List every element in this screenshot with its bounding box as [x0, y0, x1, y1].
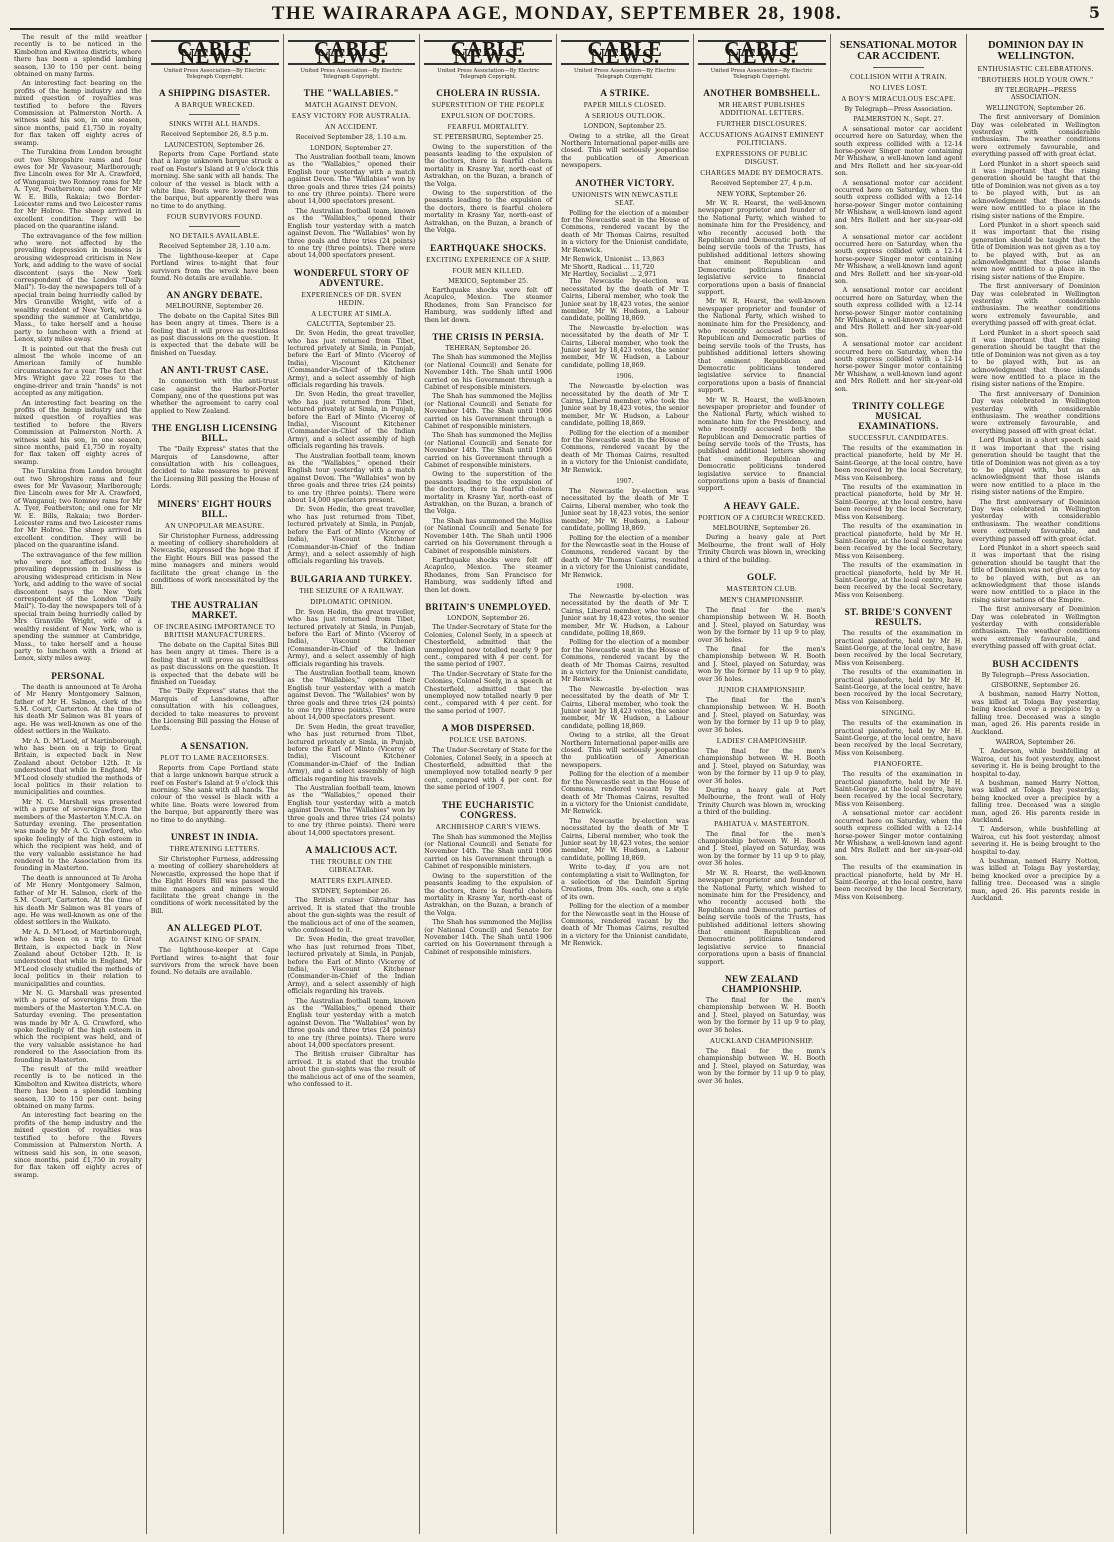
- headline: TRINITY COLLEGE MUSICAL EXAMINATIONS.: [852, 401, 945, 432]
- article-paragraph: An interesting fact bearing on the profits of the hemp industry and the mixed question of royalties was testified to before the Rivers Commission at Palmerston North. A witness said his son, in one season, since months, paid £1,750 in royalty for flax taken off eighty acres of swamp.: [14, 398, 142, 466]
- column-cable-news-1: [147, 34, 284, 1534]
- dateline: TEHERAN, September 26.: [445, 343, 531, 352]
- subheadline: SINKS WITH ALL HANDS.: [169, 120, 261, 129]
- article-paragraph: Polling for the election of a member for the Newcastle seat in the House of Commons, rendered vacant by the death of Mr Thomas Cairns, resulted in a victory for the Unionist candidate, Mr Renwick.: [561, 770, 689, 816]
- article-paragraph: The Australian football team, known as the "Wallabies," opened their English tour yesterday with a match against Devon. The "Wallabies" won by three goals and three tries (24 points) to one try (three points). There were about 14,000 spectators present.: [287, 206, 416, 260]
- subheadline: EASY VICTORY FOR AUSTRALIA.: [291, 112, 411, 121]
- article-paragraph: The extravagance of the few million who were not affected by the prevailing depression in business is arousing widespread criticism in New York, and adding to the wave of social discontent (says the New York correspondent of the London "Daily Mail"). To-day the newspapers tell of a special train being hurriedly called by Mrs Granville Wright, wife of a wealthy resident of New York, who is spending the summer at Cambridge, Mass., to take herself and a house party to luncheon with a friend at Lenox, sixty miles away.: [14, 231, 142, 344]
- subheadline: A LECTURE AT SIMLA.: [311, 309, 392, 318]
- dateline: Received September 28, 1.10 a.m.: [158, 242, 271, 251]
- subheadline: THE SEIZURE OF A RAILWAY.: [299, 586, 404, 595]
- subheadline: PAPER MILLS CLOSED.: [583, 101, 667, 110]
- subheadline: EXPERIENCES OF DR. SVEN HEDIN.: [301, 290, 402, 307]
- article-paragraph: The Australian football team, known as the "Wallabies," opened their English tour yesterday with a match against Devon. The "Wallabies" won by three goals and three tries (24 points) to one try (three points). There were about 14,000 spectators present.: [287, 668, 416, 722]
- article-paragraph: A bushman, named Harry Notton, was killed at Tolaga Bay yesterday, being knocked over a precipice by a falling tree. Deceased was a single man, aged 26. His parents reside in Auckland.: [971, 857, 1100, 903]
- article-paragraph: Dr. Sven Hedin, the great traveller, who has just returned from Tibet, lectured privately at Simla, in Punjab, before the Earl of Minto (Viceroy of India), Viscount Kitchener (Commander-in-Chief of the Indian Army), and a select assembly of high officials regarding his travels.: [287, 390, 416, 451]
- column-local-notes: [10, 34, 147, 1534]
- headline: AN ANGRY DEBATE.: [166, 290, 263, 301]
- cable-news-banner: CABLE NEWS.: [561, 40, 689, 65]
- subheadline: FOUR SURVIVORS FOUND.: [166, 213, 263, 222]
- article-paragraph: Mr W. R. Hearst, the well-known newspaper proprietor and founder of the National Party, which wished to nominate him for the Presidency, and who recently accused both the Republican and Democratic parties of being servile tools of the Trusts, has published additional letters showing that eminent Republican and Democratic politicians tendered legislative service to financial corporations upon a basis of financial support.: [697, 297, 826, 395]
- article-paragraph: The Under-Secretary of State for the Colonies, Colonel Seely, in a speech at Chesterfield, admitted that the unemployed now totalled nearly 9 per cent., compared with 4 per cent. for the same period of 1907.: [424, 669, 553, 715]
- cable-news-banner: CABLE NEWS.: [151, 40, 279, 65]
- article-paragraph: Lord Plunket in a short speech said it was important that the rising generation should be taught that the title of Dominion was not given as a toy to be played with, but as an acknowledgment that those islands were now entitled to a place in the rising sister nations of the Empire.: [971, 543, 1100, 604]
- dateline: By Telegraph—Press Association.: [844, 105, 953, 113]
- dateline: LONDON, September 27.: [310, 143, 393, 152]
- dateline: LAUNCESTON, September 26.: [164, 140, 265, 149]
- article-paragraph: The "Daily Express" states that the Marquis of Lansdowne, after consultation with his colleagues, decided to take measures to prevent the Licensing Bill passing the House of Lords.: [150, 445, 279, 491]
- article-paragraph: Owing to a strike, all the Great Northern International paper-mills are closed. This will seriously jeopardise the publication of American newspapers.: [561, 131, 689, 170]
- article-paragraph: The death is announced at Te Aroha of Mr Henry Montgomery Salmon, father of Mr H. Salmon, clerk of the S.M. Court, Carterton. At the time of his death Mr Salmon was 81 years of age. He was well-known as one of the oldest settlers in the Waikato.: [14, 873, 142, 927]
- cable-news-banner: CABLE NEWS.: [698, 40, 826, 65]
- article-paragraph: Sir Christopher Furness, addressing a meeting of colliery shareholders at Newcastle, expressed the hope that if the Eight Hours Bill was passed the mine managers and miners would facilitate the great change in the conditions of work necessitated by the Bill.: [150, 855, 279, 915]
- subheadline: EXCITING EXPERIENCE OF A SHIP.: [426, 255, 551, 264]
- headline: CHOLERA IN RUSSIA.: [436, 88, 541, 99]
- subheadline: MATCH AGAINST DEVON.: [305, 101, 398, 110]
- article-paragraph: The Shah has summoned the Mejliss (or National Council) and Senate for November 14th. The Shah until 1906 carried on his Government through a Cabinet of responsible ministers.: [424, 353, 553, 391]
- article-paragraph: Polling for the election of a member for the Newcastle seat in the House of Commons, rendered vacant by the death of Mr Thomas Cairns, resulted in a victory for the Unionist candidate, Mr Renwick.: [561, 533, 689, 579]
- subheadline: NO LIVES LOST.: [869, 84, 928, 92]
- article-paragraph: A sensational motor car accident occurred here on Saturday, when the south express collided with a 12-14 horse-power Singer motor containing Mr Whishaw, a well-known land agent and Mrs Rollett and her six-year-old son.: [834, 286, 963, 339]
- dateline: MEXICO, September 25.: [448, 276, 529, 285]
- dateline: LONDON, September 25.: [583, 122, 667, 131]
- article-paragraph: The results of the examination in practical pianoforte, held by Mr H. Saint-George, at the local centre, have been received by the local Secretary, Miss von Keisenberg.: [834, 483, 963, 521]
- article-paragraph: During a heavy gale at Port Melbourne, the front wall of Holy Trinity Church was blown in, wrecking a third of the building.: [697, 533, 826, 564]
- article-paragraph: Lord Plunket in a short speech said it was important that the rising generation should be taught that the title of Dominion was not given as a toy to be played with, but as an acknowledgment that those islands were now entitled to a place in the rising sister nations of the Empire.: [971, 220, 1100, 281]
- dateline: SYDNEY, September 26.: [311, 886, 392, 895]
- dateline: PALMERSTON N., Sept. 27.: [853, 115, 944, 124]
- headline: MINERS' EIGHT HOURS BILL.: [157, 498, 272, 519]
- article-paragraph: The debate on the Capital Sites Bill has been angry at times. There is a feeling that it will prove as resultless as past discussions on the question. It is expected that the debate will be finished on Tuesday.: [150, 311, 279, 357]
- article-paragraph: The Australian football team, known as the "Wallabies," opened their English tour yesterday with a match against Devon. The "Wallabies" won by three goals and three tries (24 points) to one try (three points). There were about 14,000 spectators present.: [287, 451, 416, 505]
- article-paragraph: Dr. Sven Hedin, the great traveller, who has just returned from Tibet, lectured privately at Simla, in Punjab, before the Earl of Minto (Viceroy of India), Viscount Kitchener (Commander-in-Chief of the Indian Army), and a select assembly of high officials regarding his travels.: [287, 607, 416, 668]
- article-paragraph: The Shah has summoned the Mejliss (or National Council) and Senate for November 14th. The Shah until 1906 carried on his Government through a Cabinet of responsible ministers.: [424, 918, 553, 956]
- press-association-credit: United Press Association—By Electric Telegraph Copyright.: [300, 67, 403, 81]
- article-paragraph: An interesting fact bearing on the profits of the hemp industry and the mixed question of royalties was testified to before the Rivers Commission at Palmerston North. A witness said his son, in one season, since months, paid £1,750 in royalty for flax taken off eighty acres of swamp.: [14, 1111, 142, 1179]
- dateline: GISBORNE, September 26.: [991, 681, 1081, 690]
- subheadline: COLLISION WITH A TRAIN.: [850, 73, 947, 81]
- article-paragraph: The results of the examination in practical pianoforte, held by Mr H. Saint-George, at the local centre, have been received by the local Secretary, Miss von Keisenberg.: [834, 561, 963, 599]
- article-paragraph: Mr W. R. Hearst, the well-known newspaper proprietor and founder of the National Party, which wished to nominate him for the Presidency, and who recently accused both the Republican and Democratic parties of being servile tools of the Trusts, has published additional letters showing that eminent Republican and Democratic politicians tendered legislative service to financial corporations upon a basis of financial support.: [697, 395, 826, 493]
- subheadline: DIPLOMATIC OPINION.: [310, 597, 393, 606]
- article-paragraph: Write to-day, if you are not contemplating a visit to Wellington, for a selection of the Dainfelt Spring Creations, from 30s. each, one a style of its own.: [561, 863, 689, 901]
- subheadline: MASTERTON CLUB.: [726, 584, 798, 593]
- article-paragraph: T. Anderson, while bushfelling at Wairoa, cut his foot yesterday, almost severing it. He is being brought to the hospital to-day.: [971, 747, 1100, 778]
- article-paragraph: During a heavy gale at Port Melbourne, the front wall of Holy Trinity Church was blown in, wrecking a third of the building.: [697, 786, 826, 817]
- subheadline: THREATENING LETTERS.: [169, 845, 260, 853]
- headline: A SENSATION.: [180, 740, 249, 751]
- subheadline: A SERIOUS OUTLOOK.: [584, 112, 666, 121]
- dateline: NEW YORK, September 26.: [716, 189, 807, 198]
- year-heading: 1907.: [616, 477, 634, 486]
- article-paragraph: The Shah has summoned the Mejliss (or National Council) and Senate for November 14th. The Shah until 1906 carried on his Government through a Cabinet of responsible ministers.: [424, 392, 553, 430]
- headline: BUSH ACCIDENTS: [992, 658, 1079, 669]
- subheadline: SUCCESSFUL CANDIDATES.: [848, 434, 949, 443]
- article-paragraph: Mr W. R. Hearst, the well-known newspaper proprietor and founder of the National Party, which wished to nominate him for the Presidency, and who recently accused both the Republican and Democratic parties of being servile tools of the Trusts, has published additional letters showing that eminent Republican and Democratic politicians tendered legislative service to financial corporations upon a basis of financial support.: [697, 868, 826, 966]
- column-cable-news-2: [284, 34, 421, 1534]
- article-paragraph: Polling for the election of a member for the Newcastle seat in the House of Commons, rendered vacant by the death of Mr Thomas Cairns, resulted in a victory for the Unionist candidate, Mr Renwick.: [561, 638, 689, 684]
- article-paragraph: In connection with the anti-trust case against the Harbor-Porter Company, one of the questions put was whether the agreement to carry coal applied to New Zealand.: [150, 377, 279, 415]
- headline: NEW ZEALAND CHAMPIONSHIP.: [721, 973, 802, 994]
- article-paragraph: Owing to the superstition of the peasants leading to the expulsion of the doctors, there is fearful cholera mortality in Krasny Yar, north-east of Astrakhan, on the Buzan, a branch of the Volga.: [424, 871, 553, 917]
- page-number: 5: [1088, 3, 1100, 22]
- divider: [873, 67, 924, 68]
- article-paragraph: The lighthouse-keeper at Cape Portland wires to-night that four survivors from the wreck have been found. No details are available.: [150, 946, 279, 977]
- headline: A MALICIOUS ACT.: [305, 844, 398, 855]
- article-paragraph: Sir Christopher Furness, addressing a meeting of colliery shareholders at Newcastle, expressed the hope that if the Eight Hours Bill was passed the mine managers and miners would facilitate the great change in the conditions of work necessitated by the Bill.: [150, 531, 279, 592]
- subheadline: FOUR MEN KILLED.: [452, 266, 524, 275]
- article-paragraph: The Turakina from London brought out two Shropshire rams and four ewes for Mr Vavasour, Marlborough; five Lincoln ewes for Mr A. Crawford, of Wanganui; two Romney rams for Mr A. Tyer, Featherston; and one for Mr W. E. Bills, Rakaia; two Border-Leicester rams and two Leicester rams for Mr Holroe. The sheep arrived in excellent condition. They will be placed on the quarantine island.: [14, 467, 142, 550]
- article-paragraph: The Australian football team, known as the "Wallabies," opened their English tour yesterday with a match against Devon. The "Wallabies" won by three goals and three tries (24 points) to one try (three points). There were about 14,000 spectators present.: [287, 784, 416, 837]
- press-association-credit: United Press Association—By Electric Telegraph Copyright.: [163, 67, 266, 81]
- article-paragraph: A sensational motor car accident occurred here on Saturday, when the south express collided with a 12-14 horse-power Singer motor containing Mr Whishaw, a well-known land agent and Mrs Rollett and her six-year-old son.: [834, 232, 963, 285]
- article-paragraph: Polling for the election of a member for the Newcastle seat in the House of Commons, rendered vacant by the death of Mr Thomas Cairns, resulted in a victory for the Unionist candidate, Mr Renwick.: [561, 428, 689, 474]
- headline: A HEAVY GALE.: [723, 500, 800, 511]
- article-paragraph: Owing to the superstition of the peasants leading to the expulsion of the doctors, there is fearful cholera mortality in Krasny Yar, north-east of Astrakhan, on the Buzan, a branch of the Volga.: [424, 142, 553, 188]
- headline: A STRIKE.: [600, 88, 650, 99]
- article-paragraph: The final for the men's championship between W. H. Booth and J. Steel, played on Saturday, was won by the former by 11 up 9 to play, over 36 holes.: [697, 605, 826, 644]
- year-heading: 1906.: [616, 372, 634, 381]
- column-cable-news-4: [557, 34, 694, 1534]
- article-paragraph: Lord Plunket in a short speech said it was important that the rising generation should be taught that the title of Dominion was not given as a toy to be played with, but as an acknowledgment that those islands were now entitled to a place in the rising sister nations of the Empire.: [971, 159, 1100, 220]
- article-paragraph: A sensational motor car accident occurred here on Saturday, when the south express collided with a 12-14 horse-power Singer motor containing Mr Whishaw, a well-known land agent and Mrs Rollett and her six-year-old son.: [834, 809, 963, 862]
- headline: BRITAIN'S UNEMPLOYED.: [425, 601, 551, 612]
- masthead: [10, 0, 1104, 30]
- headline: BULGARIA AND TURKEY.: [290, 573, 413, 584]
- headline: AN ANTI-TRUST CASE.: [160, 365, 269, 376]
- divider: [189, 226, 240, 227]
- article-paragraph: The Shah has summoned the Mejliss (or National Council) and Senate for November 14th. The Shah until 1906 carried on his Government through a Cabinet of responsible ministers.: [424, 516, 553, 555]
- article-paragraph: Dr. Sven Hedin, the great traveller, who has just returned from Tibet, lectured privately at Simla, in Punjab, before the Earl of Minto (Viceroy of India), Viscount Kitchener (Commander-in-Chief of the Indian Army), and a select assembly of high officials regarding his travels.: [287, 329, 416, 389]
- subheadline: THE TROUBLE ON THE GIBRALTAR.: [310, 857, 393, 874]
- article-paragraph: Mr A. D. M'Leod, of Martinborough, who has been on a trip to Great Britain, is expected back in New Zealand about October 12th. It is understood that while in England, Mr M'Leod closely studied the methods of local politics in their relation to municipalities and counties.: [14, 736, 142, 797]
- article-paragraph: The first anniversary of Dominion Day was celebrated in Wellington yesterday with considerable enthusiasm. The weather conditions were extremely favourable, and everything passed off with great éclat.: [971, 113, 1100, 159]
- article-paragraph: The Newcastle by-election was necessitated by the death of Mr T. Cairns, Liberal member, who took the Junior seat by 18,423 votes, the senior member, Mr W. Hudson, a Labour candidate, polling 18,869.: [561, 816, 689, 862]
- article-paragraph: T. Anderson, while bushfelling at Wairoa, cut his foot yesterday, almost severing it. He is being brought to the hospital to-day.: [971, 825, 1100, 856]
- article-paragraph: Owing to the superstition of the peasants leading to the expulsion of the doctors, there is fearful cholera mortality in Krasny Yar, north-east of Astrakhan, on the Buzan, a branch of the Volga.: [424, 189, 553, 235]
- article-paragraph: Mr N. G. Marshall was presented with a purse of sovereigns from the members of the Masterton Y.M.C.A. on Saturday evening. The presentation was made by Mr A. G. Crawford, who spoke feelingly of the high esteem in which the recipient was held, and of the very valuable assistance he had rendered to the Association from its founding in Masterton.: [14, 797, 142, 873]
- article-paragraph: The final for the men's championship between W. H. Booth and J. Steel, played on Saturday, was won by the former by 11 up 9 to play, over 36 holes.: [697, 695, 826, 734]
- article-paragraph: Polling for the election of a member for the Newcastle seat in the House of Commons, rendered vacant by the death of Mr Thomas Cairns, resulted in a victory for the Unionist candidate, Mr Renwick.: [561, 902, 689, 948]
- article-paragraph: The Under-Secretary of State for the Colonies, Colonel Seely, in a speech at Chesterfield, admitted that the unemployed now totalled nearly 9 per cent., compared with 4 per cent. for the same period of 1907.: [424, 746, 553, 792]
- article-paragraph: Reports from Cape Portland state that a large unknown barque struck a reef on Foster's Island at 9 o'clock this morning. She sank with all hands. The colour of the vessel is black with a white line. Boats were lowered from the barque, but apparently there was no time to do anything.: [150, 150, 279, 210]
- article-paragraph: A bushman, named Harry Notton, was killed at Tolaga Bay yesterday, being knocked over a precipice by a falling tree. Deceased was a single man, aged 26. His parents reside in Auckland.: [971, 690, 1100, 736]
- article-paragraph: The Newcastle by-election was necessitated by the death of Mr T. Cairns, Liberal member, who took the Junior seat by 18,423 votes, the senior member, Mr W. Hudson, a Labour candidate, polling 18,869.: [561, 487, 689, 533]
- headline: WONDERFUL STORY OF ADVENTURE.: [293, 267, 410, 288]
- subheadline: SUPERSTITION OF THE PEOPLE: [431, 101, 545, 110]
- subheadline: LADIES' CHAMPIONSHIP.: [716, 737, 807, 745]
- subheadline: PLOT TO LAME RACEHORSES.: [160, 753, 269, 762]
- dateline: CALCUTTA, September 25.: [307, 319, 396, 328]
- newspaper-title: THE WAIRARAPA AGE, MONDAY, SEPTEMBER 28, 1908.: [271, 3, 843, 24]
- subheadline: FEARFUL MORTALITY.: [447, 123, 529, 132]
- headline: THE "WALLABIES.": [303, 88, 400, 99]
- article-paragraph: The final for the men's championship between W. H. Booth and J. Steel, played on Saturday, was won by the former by 11 up 9 to play, over 36 holes.: [697, 995, 826, 1034]
- cable-news-banner: CABLE NEWS.: [424, 40, 552, 65]
- column-cable-news-5: [694, 34, 831, 1534]
- subheadline: PORTION OF A CHURCH WRECKED.: [698, 513, 826, 522]
- subheadline: OF INCREASING IMPORTANCE TO BRITISH MANUFACTURERS.: [154, 622, 276, 639]
- article-paragraph: The results of the examination in practical pianoforte, held by Mr H. Saint-George, at the local centre, have been received by the local Secretary, Miss von Keisenberg.: [834, 444, 963, 482]
- headline: A SHIPPING DISASTER.: [158, 88, 271, 99]
- subheadline: POLICE USE BATONS.: [449, 736, 527, 745]
- headline: DOMINION DAY IN WELLINGTON.: [987, 40, 1084, 62]
- subheadline: A BOY'S MIRACULOUS ESCAPE.: [841, 95, 956, 103]
- article-paragraph: The Under-Secretary of State for the Colonies, Colonel Seely, in a speech at Chesterfield, admitted that the unemployed now totalled nearly 9 per cent., compared with 4 per cent. for the same period of 1907.: [424, 623, 553, 669]
- subheadline: FURTHER DISCLOSURES.: [716, 120, 807, 129]
- subheadline: ARCHBISHOP CARR'S VIEWS.: [435, 822, 541, 831]
- article-paragraph: The British cruiser Gibraltar has arrived. It is stated that the trouble about the gun-sights was the result of the malicious act of one of the seamen, who confessed to it.: [287, 896, 416, 934]
- subheadline: EXPRESSIONS OF PUBLIC DISGUST.: [715, 150, 808, 167]
- subheadline: AN UNPOPULAR MEASURE.: [164, 521, 265, 530]
- subheadline: MR HEARST PUBLISHES ADDITIONAL LETTERS.: [718, 101, 806, 118]
- subheadline: UNIONISTS WIN NEWCASTLE SEAT.: [571, 190, 679, 207]
- headline: EARTHQUAKE SHOCKS.: [430, 242, 547, 253]
- press-association-credit: United Press Association—By Electric Telegraph Copyright.: [710, 67, 813, 81]
- divider: [189, 114, 240, 115]
- article-paragraph: The results of the examination in practical pianoforte, held by Mr H. Saint-George, at the local centre, have been received by the local Secretary, Miss von Keisenberg.: [834, 522, 963, 560]
- article-paragraph: The results of the examination in practical pianoforte, held by Mr H. Saint-George, at the local centre, have been received by the local Secretary, Miss von Keisenberg.: [834, 719, 963, 757]
- article-paragraph: The Australian football team, known as the "Wallabies," opened their English tour yesterday with a match against Devon. The "Wallabies" won by three goals and three tries (24 points) to one try (three points). There were about 14,000 spectators present.: [287, 996, 416, 1050]
- headline: ST. BRIDE'S CONVENT RESULTS.: [844, 607, 953, 628]
- article-paragraph: The final for the men's championship between W. H. Booth and J. Steel, played on Saturday, was won by the former by 11 up 9 to play, over 36 holes.: [697, 1047, 826, 1085]
- headline: THE EUCHARISTIC CONGRESS.: [441, 799, 535, 820]
- article-paragraph: Earthquake shocks were felt off Acapulco, Mexico. The steamer Rhodanes, from San Francisco for Hamburg, was suddenly lifted and then let down.: [424, 285, 553, 324]
- article-paragraph: The British cruiser Gibraltar has arrived. It is stated that the trouble about the gun-sights was the result of the malicious act of one of the seamen, who confessed to it.: [287, 1050, 416, 1089]
- article-paragraph: Dr. Sven Hedin, the great traveller, who has just returned from Tibet, lectured privately at Simla, in Punjab, before the Earl of Minto (Viceroy of India), Viscount Kitchener (Commander-in-Chief of the Indian Army), and a select assembly of high officials regarding his travels.: [287, 935, 416, 996]
- cable-news-banner: CABLE NEWS.: [288, 40, 416, 65]
- dateline: LONDON, September 26.: [446, 613, 530, 622]
- article-paragraph: The Newcastle by-election was necessitated by the death of Mr T. Cairns, Liberal member, who took the Junior seat by 18,423 votes, the senior member, Mr W. Hudson, a Labour candidate, polling 18,869.: [561, 277, 689, 323]
- article-paragraph: The Australian football team, known as the "Wallabies," opened their English tour yesterday with a match against Devon. The "Wallabies" won by three goals and three tries (24 points) to one try (three points). There were about 14,000 spectators present.: [287, 153, 416, 206]
- subheadline: PAHIATUA v. MASTERTON.: [714, 819, 810, 828]
- dateline: ST. PETERSBURG, September 25.: [432, 133, 544, 142]
- article-paragraph: The death is announced at Te Aroha of Mr Henry Montgomery Salmon, father of Mr H. Salmon, clerk of the S.M. Court, Carterton. At the time of his death Mr Salmon was 81 years of age. He was well-known as one of the oldest settlers in the Waikato.: [14, 682, 142, 736]
- headline: ANOTHER VICTORY.: [575, 177, 675, 188]
- subheadline: MATTERS EXPLAINED.: [310, 876, 393, 885]
- subheadline: EXPULSION OF DOCTORS.: [441, 112, 536, 121]
- headline: GOLF.: [746, 571, 777, 582]
- subheadline: CHARGES MADE BY DEMOCRATS.: [700, 169, 824, 178]
- article-paragraph: Mr W. R. Hearst, the well-known newspaper proprietor and founder of the National Party, which wished to nominate him for the Presidency, and who recently accused both the Republican and Democratic parties of being servile tools of the Trusts, has published additional letters showing that eminent Republican and Democratic politicians tendered legislative service to financial corporations upon a basis of financial support.: [697, 199, 826, 296]
- subheadline: AN ACCIDENT.: [324, 123, 378, 132]
- article-paragraph: A bushman, named Harry Notton, was killed at Tolaga Bay yesterday, being knocked over a precipice by a falling tree. Deceased was a single man, aged 26. His parents reside in Auckland.: [971, 778, 1100, 824]
- headline: ANOTHER BOMBSHELL.: [703, 88, 821, 99]
- article-paragraph: The Turakina from London brought out two Shropshire rams and four ewes for Mr Vavasour, Marlborough; five Lincoln ewes for Mr A. Crawford, of Wanganui; two Romney rams for Mr A. Tyer, Featherston; and one for Mr W. E. Bills, Rakaia; two Border-Leicester rams and two Leicester rams for Mr Holroe. The sheep arrived in excellent condition. They will be placed on the quarantine island.: [14, 148, 142, 231]
- article-paragraph: The results of the examination in practical pianoforte, held by Mr H. Saint-George, at the local centre, have been received by the local Secretary, Miss von Keisenberg.: [834, 629, 963, 667]
- headline: A MOB DISPERSED.: [441, 723, 535, 734]
- subheadline: AGAINST KING OF SPAIN.: [168, 936, 261, 945]
- subheadline: MEN'S CHAMPIONSHIP.: [719, 595, 804, 604]
- article-paragraph: The first anniversary of Dominion Day was celebrated in Wellington yesterday with considerable enthusiasm. The weather conditions were extremely favourable, and everything passed off with great éclat.: [971, 282, 1100, 328]
- article-paragraph: The Newcastle by-election was necessitated by the death of Mr T. Cairns, Liberal member, who took the Junior seat by 18,423 votes, the senior member, Mr W. Hudson, a Labour candidate, polling 18,869.: [561, 684, 689, 730]
- article-paragraph: A sensational motor car accident occurred here on Saturday, when the south express collided with a 12-14 horse-power Singer motor containing Mr Whishaw, a well-known land agent and Mrs Rollett and her six-year-old son.: [834, 124, 963, 178]
- subheadline: ENTHUSIASTIC CELEBRATIONS.: [977, 65, 1094, 73]
- subheadline: NO DETAILS AVAILABLE.: [169, 232, 260, 241]
- article-paragraph: The first anniversary of Dominion Day was celebrated in Wellington yesterday with considerable enthusiasm. The weather conditions were extremely favourable, and everything passed off with great éclat.: [971, 605, 1100, 651]
- column-motor-accident: [831, 34, 968, 1534]
- article-paragraph: Owing to the superstition of the peasants leading to the expulsion of the doctors, there is fearful cholera mortality in Krasny Yar, north-east of Astrakhan, on the Buzan, a branch of the Volga.: [424, 470, 553, 516]
- poll-result-row: Mr Shortt, Radical ... 11,720: [561, 262, 655, 271]
- headline: THE AUSTRALIAN MARKET.: [170, 599, 259, 620]
- article-paragraph: The final for the men's championship between W. H. Booth and J. Steel, played on Saturday, was won by the former by 11 up 9 to play, over 36 holes.: [697, 829, 826, 868]
- article-paragraph: The Shah has summoned the Mejliss (or National Council) and Senate for November 14th. The Shah until 1906 carried on his Government through a Cabinet of responsible ministers.: [424, 832, 553, 871]
- dateline: Received September 27, 4 p.m.: [710, 179, 813, 188]
- dateline: Received September 28, 1.10 a.m.: [295, 133, 408, 142]
- article-paragraph: Owing to a strike, all the Great Northern International paper-mills are closed. This will seriously jeopardise the publication of American newspapers.: [561, 731, 689, 769]
- subheadline: AUCKLAND CHAMPIONSHIP.: [709, 1037, 814, 1045]
- article-paragraph: The debate on the Capital Sites Bill has been angry at times. There is a feeling that it will prove as resultless as past discussions on the question. It is expected that the debate will be finished on Tuesday.: [150, 640, 279, 686]
- dateline: WAIROA, September 26.: [995, 737, 1076, 746]
- article-paragraph: An interesting fact bearing on the profits of the hemp industry and the mixed question of royalties was testified to before the Rivers Commission at Palmerston North. A witness said his son, in one season, since months, paid £1,750 in royalty for flax taken off eighty acres of swamp.: [14, 79, 142, 147]
- article-paragraph: Polling for the election of a member for the Newcastle seat in the House of Commons, rendered vacant by the death of Mr Thomas Cairns, resulted in a victory for the Unionist candidate, Mr Renwick.: [561, 208, 689, 254]
- article-paragraph: Earthquake shocks were felt off Acapulco, Mexico. The steamer Rhodanes, from San Francisco for Hamburg, was suddenly lifted and then let down.: [424, 555, 553, 594]
- article-paragraph: Lord Plunket in a short speech said it was important that the rising generation should be taught that the title of Dominion was not given as a toy to be played with, but as an acknowledgment that those islands were now entitled to a place in the rising sister nations of the Empire.: [971, 436, 1100, 497]
- article-paragraph: The first anniversary of Dominion Day was celebrated in Wellington yesterday with considerable enthusiasm. The weather conditions were extremely favourable, and everything passed off with great éclat.: [971, 389, 1100, 435]
- article-paragraph: A sensational motor car accident occurred here on Saturday, when the south express collided with a 12-14 horse-power Singer motor containing Mr Whishaw, a well-known land agent and Mrs Rollett and her six-year-old son.: [834, 340, 963, 393]
- article-paragraph: The results of the examination in practical pianoforte, held by Mr H. Saint-George, at the local centre, have been received by the local Secretary, Miss von Keisenberg.: [834, 863, 963, 901]
- poll-result-row: Mr Renwick, Unionist ... 13,863: [561, 255, 665, 264]
- article-paragraph: The Newcastle by-election was necessitated by the death of Mr T. Cairns, Liberal member, who took the Junior seat by 18,423 votes, the senior member, Mr W. Hudson, a Labour candidate, polling 18,869.: [561, 591, 689, 637]
- press-association-credit: United Press Association—By Electric Telegraph Copyright.: [437, 67, 540, 81]
- article-paragraph: The Newcastle by-election was necessitated by the death of Mr T. Cairns, Liberal member, who took the Junior seat by 18,423 votes, the senior member, Mr W. Hudson, a Labour candidate, polling 18,869.: [561, 382, 689, 428]
- article-paragraph: The Newcastle by-election was necessitated by the death of Mr T. Cairns, Liberal member, who took the Junior seat by 18,423 votes, the senior member, Mr W. Hudson, a Labour candidate, polling 18,869.: [561, 323, 689, 369]
- article-paragraph: Reports from Cape Portland state that a large unknown barque struck a reef on Foster's Island at 9 o'clock this morning. She sank with all hands. The colour of the vessel is black with a white line. Boats were lowered from the barque, but apparently there was no time to do anything.: [150, 763, 279, 824]
- headline: THE ENGLISH LICENSING BILL.: [151, 423, 278, 444]
- headline: UNREST IN INDIA.: [170, 832, 259, 842]
- subheadline: "BROTHERS HOLD YOUR OWN.": [978, 76, 1094, 84]
- article-paragraph: It is pointed out that the fresh cut almost the whole income of an American family of humble circumstances for a year. The fact that Mrs Wright gave 22 roses to the engine-driver and train "hands" is not accepted as any mitigation.: [14, 344, 142, 398]
- article-paragraph: The results of the examination in practical pianoforte, held by Mr H. Saint-George, at the local centre, have been received by the local Secretary, Miss von Keisenberg.: [834, 668, 963, 706]
- subheadline: ACCUSATIONS AGAINST EMINENT POLITICIANS.: [699, 131, 824, 148]
- year-heading: 1908.: [616, 581, 634, 590]
- article-paragraph: The Shah has summoned the Mejliss (or National Council) and Senate for November 14th. The Shah until 1906 carried on his Government through a Cabinet of responsible ministers.: [424, 431, 553, 470]
- article-paragraph: The final for the men's championship between W. H. Booth and J. Steel, played on Saturday, was won by the former by 11 up 9 to play, over 36 holes.: [697, 644, 826, 683]
- columns: [10, 34, 1104, 1534]
- dateline: BY TELEGRAPH—PRESS ASSOCIATION.: [994, 86, 1077, 102]
- subheadline: A BARQUE WRECKED.: [174, 101, 255, 110]
- subheadline: JUNIOR CHAMPIONSHIP.: [717, 685, 806, 694]
- dateline: WELLINGTON, September 26.: [985, 103, 1086, 112]
- column-cable-news-3: [420, 34, 557, 1534]
- subheadline: SINGING.: [881, 709, 916, 718]
- article-paragraph: The first anniversary of Dominion Day was celebrated in Wellington yesterday with considerable enthusiasm. The weather conditions were extremely favourable, and everything passed off with great éclat.: [971, 497, 1100, 543]
- article-paragraph: Dr. Sven Hedin, the great traveller, who has just returned from Tibet, lectured privately at Simla, in Punjab, before the Earl of Minto (Viceroy of India), Viscount Kitchener (Commander-in-Chief of the Indian Army), and a select assembly of high officials regarding his travels.: [287, 505, 416, 566]
- article-paragraph: A sensational motor car accident occurred here on Saturday, when the south express collided with a 12-14 horse-power Singer motor containing Mr Whishaw, a well-known land agent and Mrs Rollett and her six-year-old son.: [834, 178, 963, 232]
- headline: THE CRISIS IN PERSIA.: [432, 331, 544, 342]
- article-paragraph: The extravagance of the few million who were not affected by the prevailing depression in business is arousing widespread criticism in New York, and adding to the wave of social discontent (says the New York correspondent of the London "Daily Mail"). To-day the newspapers tell of a special train being hurriedly called by Mrs Granville Wright, wife of a wealthy resident of New York, who is spending the summer at Cambridge, Mass., to take herself and a house party to luncheon with a friend at Lenox, sixty miles away.: [14, 550, 142, 663]
- article-paragraph: Mr N. G. Marshall was presented with a purse of sovereigns from the members of the Masterton Y.M.C.A. on Saturday evening. The presentation was made by Mr A. G. Crawford, who spoke feelingly of the high esteem in which the recipient was held, and of the very valuable assistance he had rendered to the Association from its founding in Masterton.: [14, 988, 142, 1064]
- article-paragraph: Lord Plunket in a short speech said it was important that the rising generation should be taught that the title of Dominion was not given as a toy to be played with, but as an acknowledgment that those islands were now entitled to a place in the rising sister nations of the Empire.: [971, 328, 1100, 389]
- article-paragraph: Mr A. D. M'Leod, of Martinborough, who has been on a trip to Great Britain, is expected back in New Zealand about October 12th. It is understood that while in England, Mr M'Leod closely studied the methods of local politics in their relation to municipalities and counties.: [14, 927, 142, 988]
- dateline: Received September 26, 8.5 p.m.: [160, 130, 269, 139]
- dateline: MELBOURNE, September 26.: [165, 302, 264, 311]
- section-heading-personal: PERSONAL: [51, 670, 105, 681]
- headline: SENSATIONAL MOTOR CAR ACCIDENT.: [839, 40, 958, 62]
- article-paragraph: The result of the mild weather recently is to be noticed in the Kimbolton and Kiwitea districts, where there has been a splendid lambing season, 130 to 150 per cent. being obtained on many farms.: [14, 34, 142, 79]
- article-paragraph: The lighthouse-keeper at Cape Portland wires to-night that four survivors from the wreck have been found. No details are available.: [150, 251, 279, 282]
- article-paragraph: The final for the men's championship between W. H. Booth and J. Steel, played on Saturday, was won by the former by 11 up 9 to play, over 36 holes.: [697, 747, 826, 785]
- article-paragraph: The "Daily Express" states that the Marquis of Lansdowne, after consultation with his colleagues, decided to take measures to prevent the Licensing Bill passing the House of Lords.: [150, 687, 279, 733]
- dateline: MELBOURNE, September 26.: [712, 523, 811, 532]
- article-paragraph: The results of the examination in practical pianoforte, held by Mr H. Saint-George, at the local centre, have been received by the local Secretary, Miss von Keisenberg.: [834, 770, 963, 808]
- dateline: By Telegraph—Press Association.: [981, 670, 1090, 679]
- article-paragraph: Dr. Sven Hedin, the great traveller, who has just returned from Tibet, lectured privately at Simla, in Punjab, before the Earl of Minto (Viceroy of India), Viscount Kitchener (Commander-in-Chief of the Indian Army), and a select assembly of high officials regarding his travels.: [287, 722, 416, 783]
- press-association-credit: United Press Association—By Electric Telegraph Copyright.: [574, 67, 676, 81]
- article-paragraph: The result of the mild weather recently is to be noticed in the Kimbolton and Kiwitea districts, where there has been a splendid lambing season, 130 to 150 per cent. being obtained on many farms.: [14, 1065, 142, 1111]
- poll-result-row: Mr Hartley, Socialist ... 2,971: [561, 269, 657, 278]
- subheadline: PIANOFORTE.: [873, 760, 924, 769]
- headline: AN ALLEGED PLOT.: [166, 923, 263, 934]
- column-dominion-day: [967, 34, 1104, 1534]
